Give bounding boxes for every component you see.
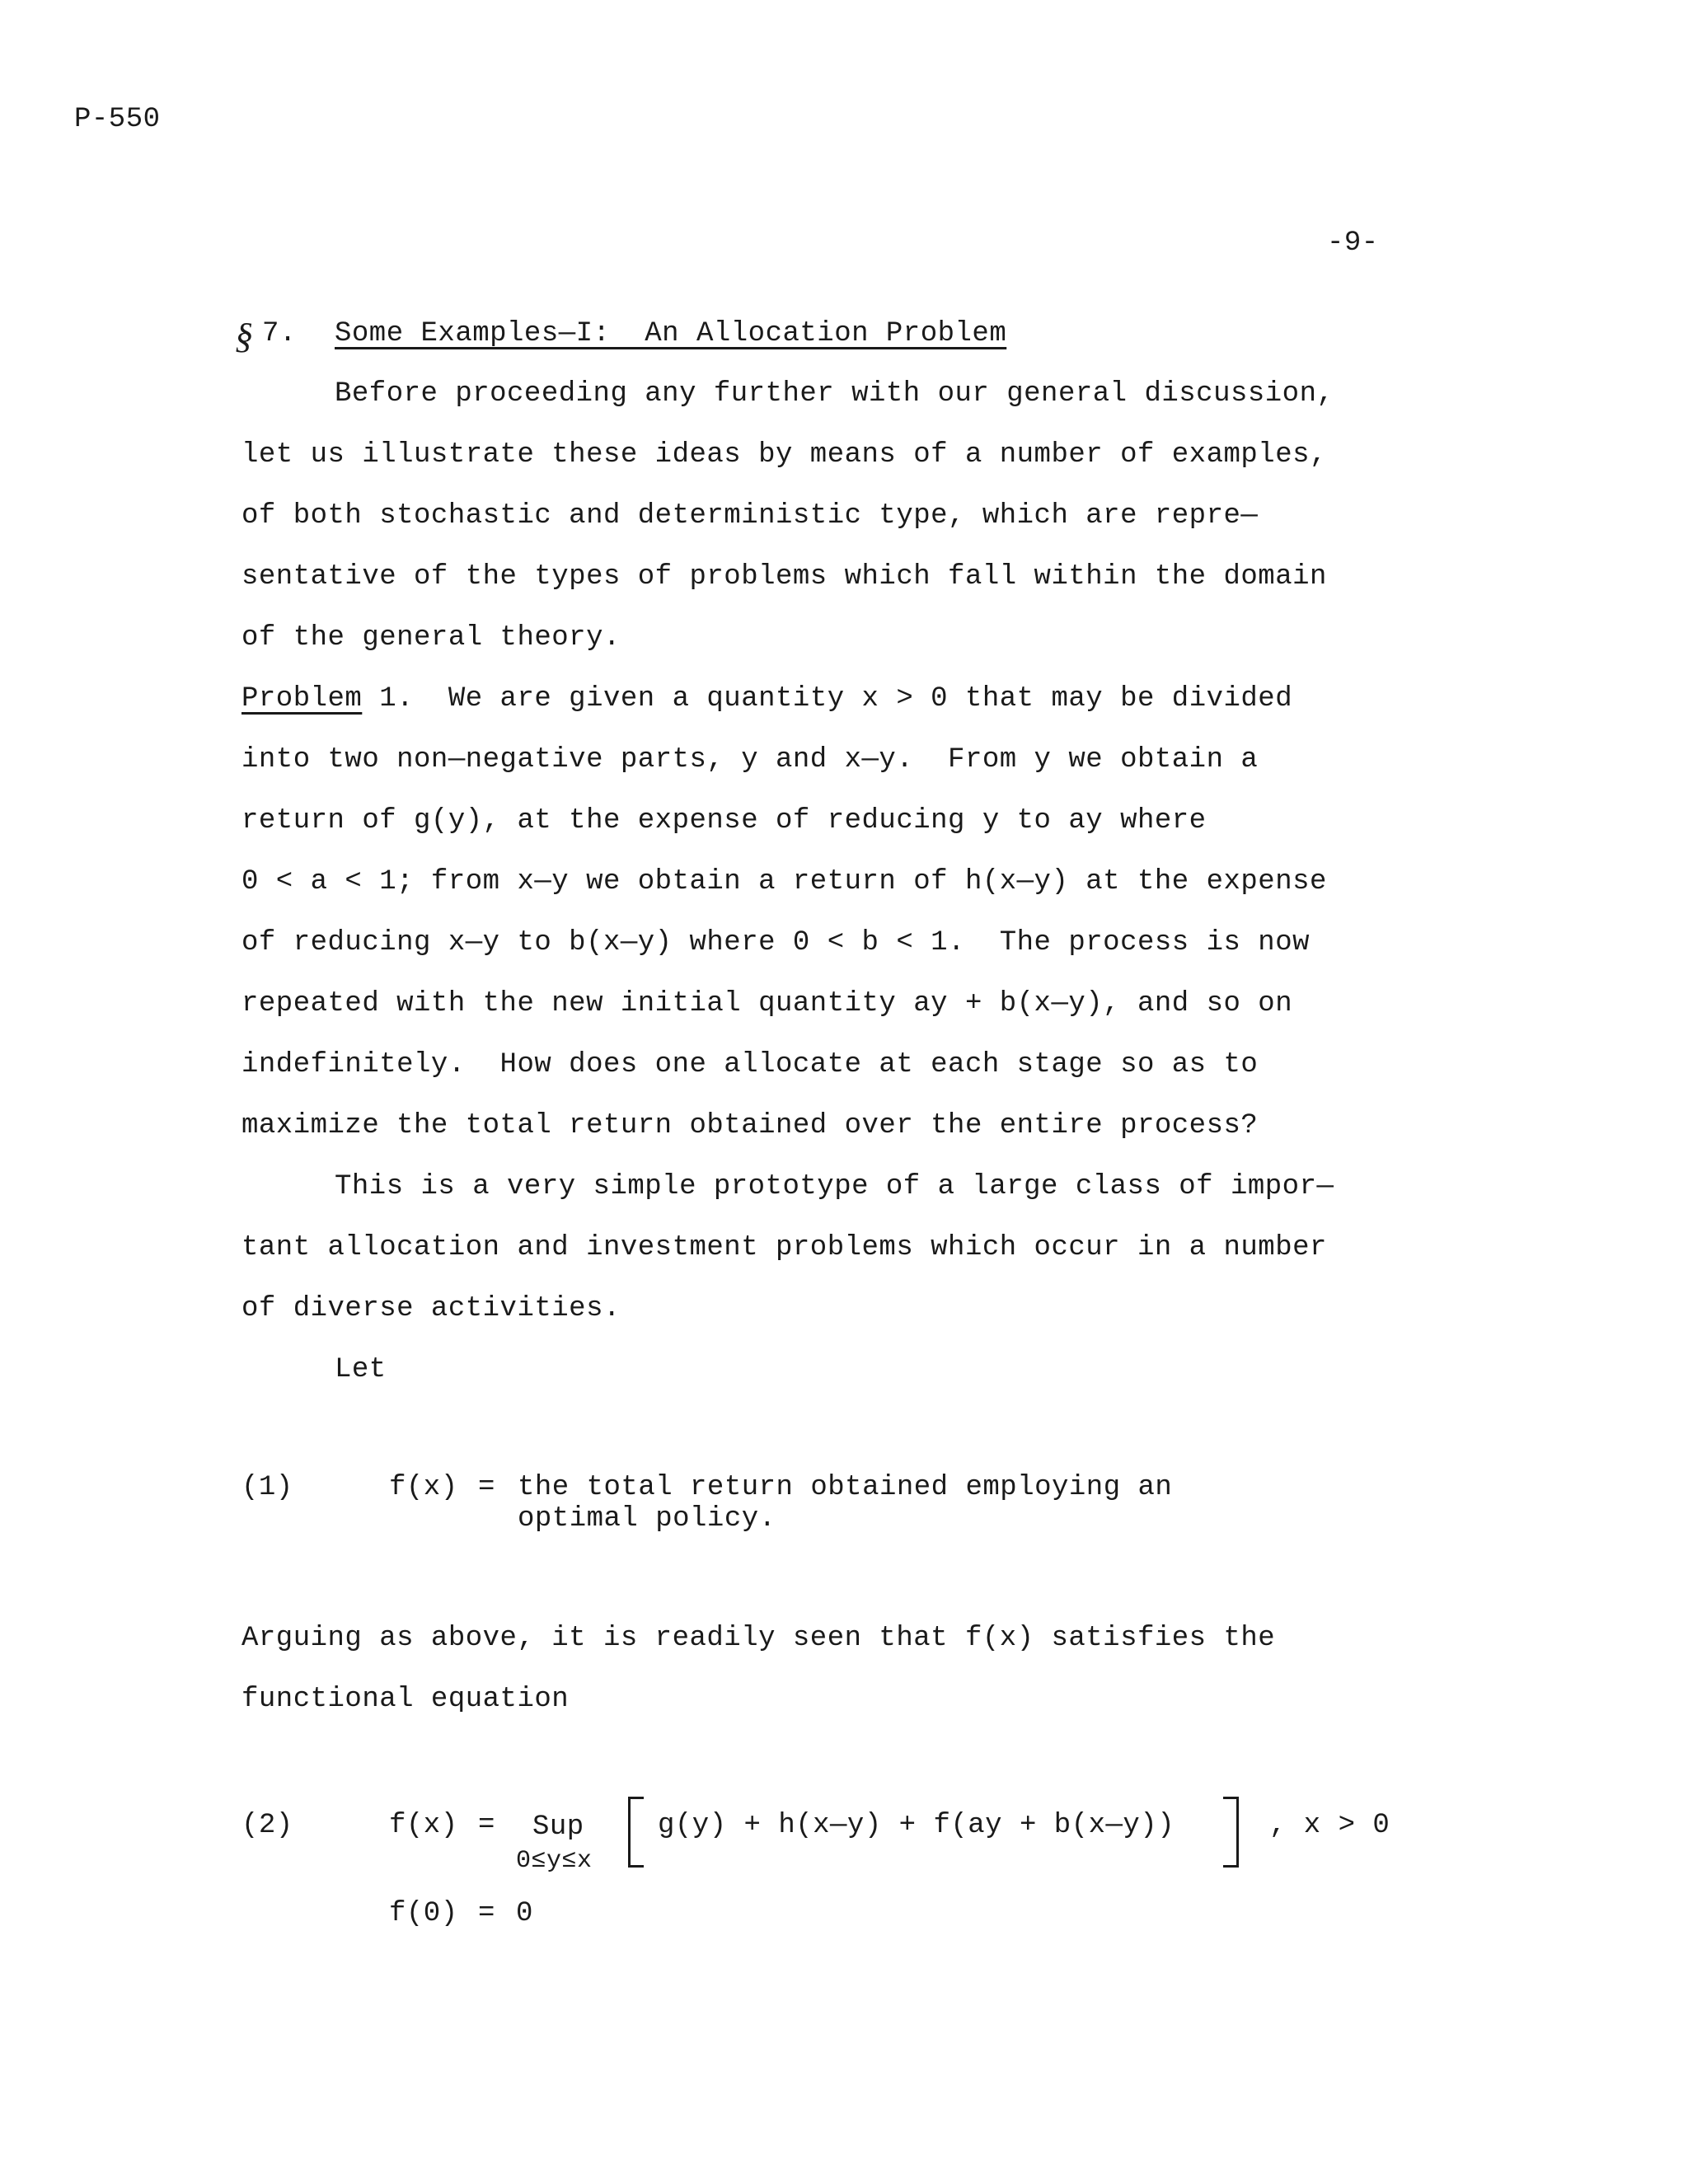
equation-2-condition: , x > 0 [1269,1810,1390,1841]
let-text: Let [335,1354,387,1385]
paragraph-line: functional equation [241,1684,570,1715]
problem-label: Problem [241,683,363,715]
equation-2-equals: = [478,1810,495,1841]
problem-first-line-text: 1. We are given a quantity x > 0 that may be divided [362,683,1293,715]
paragraph-line: of the general theory. [241,622,621,654]
paper-id: P-550 [74,104,161,135]
paragraph-line: repeated with the new initial quantity ay + b(x—y), and so on [241,988,1293,1019]
paragraph-line: sentative of the types of problems which fall within the domain [241,561,1327,593]
equation-1-rhs-line2: optimal policy. [518,1503,776,1535]
paragraph-line: tant allocation and investment problems which occur in a number [241,1232,1327,1263]
paragraph-line: of reducing x—y to b(x—y) where 0 < b < 1. The process is now [241,927,1311,958]
problem-first-line [241,682,1292,715]
section-number: 7. [262,318,297,349]
sup-operator: Sup [532,1811,584,1843]
equation-1-number: (1) [241,1472,293,1503]
sup-subscript: 0≤y≤x [516,1847,593,1875]
page-number: -9- [1327,227,1379,259]
equation-2-lhs: f(x) [389,1810,458,1841]
section-symbol: § [235,316,254,356]
left-bracket [628,1797,644,1868]
right-bracket [1223,1797,1239,1868]
paragraph-line: indefinitely. How does one allocate at each stage so as to [241,1049,1259,1080]
bracket-content: g(y) + h(x—y) + f(ay + b(x—y)) [658,1810,1175,1841]
paragraph-line: 0 < a < 1; from x—y we obtain a return of h(x—y) at the expense [241,866,1327,898]
paragraph-line: Before proceeding any further with our general discussion, [335,378,1334,410]
paragraph-line: This is a very simple prototype of a large class of impor— [335,1171,1334,1202]
paragraph-line: maximize the total return obtained over the entire process? [241,1110,1259,1141]
section-title: Some Examples—I: An Allocation Problem [335,318,1007,349]
initial-condition-equals: = [478,1898,495,1929]
equation-1-rhs-line1: the total return obtained employing an [518,1472,1173,1503]
initial-condition-lhs: f(0) [389,1898,458,1929]
paragraph-line: of diverse activities. [241,1293,621,1324]
paragraph-line: Arguing as above, it is readily seen that f(x) satisfies the [241,1623,1276,1654]
initial-condition-rhs: 0 [516,1898,533,1929]
paragraph-line: into two non—negative parts, y and x—y. From y we obtain a [241,744,1259,776]
paragraph-line: return of g(y), at the expense of reducing y to ay where [241,805,1207,837]
paragraph-line: let us illustrate these ideas by means of a number of examples, [241,439,1327,471]
equation-1-equals: = [478,1472,495,1503]
equation-1-lhs: f(x) [389,1472,458,1503]
equation-2-number: (2) [241,1810,293,1841]
paragraph-line: of both stochastic and deterministic type, which are repre— [241,500,1259,532]
